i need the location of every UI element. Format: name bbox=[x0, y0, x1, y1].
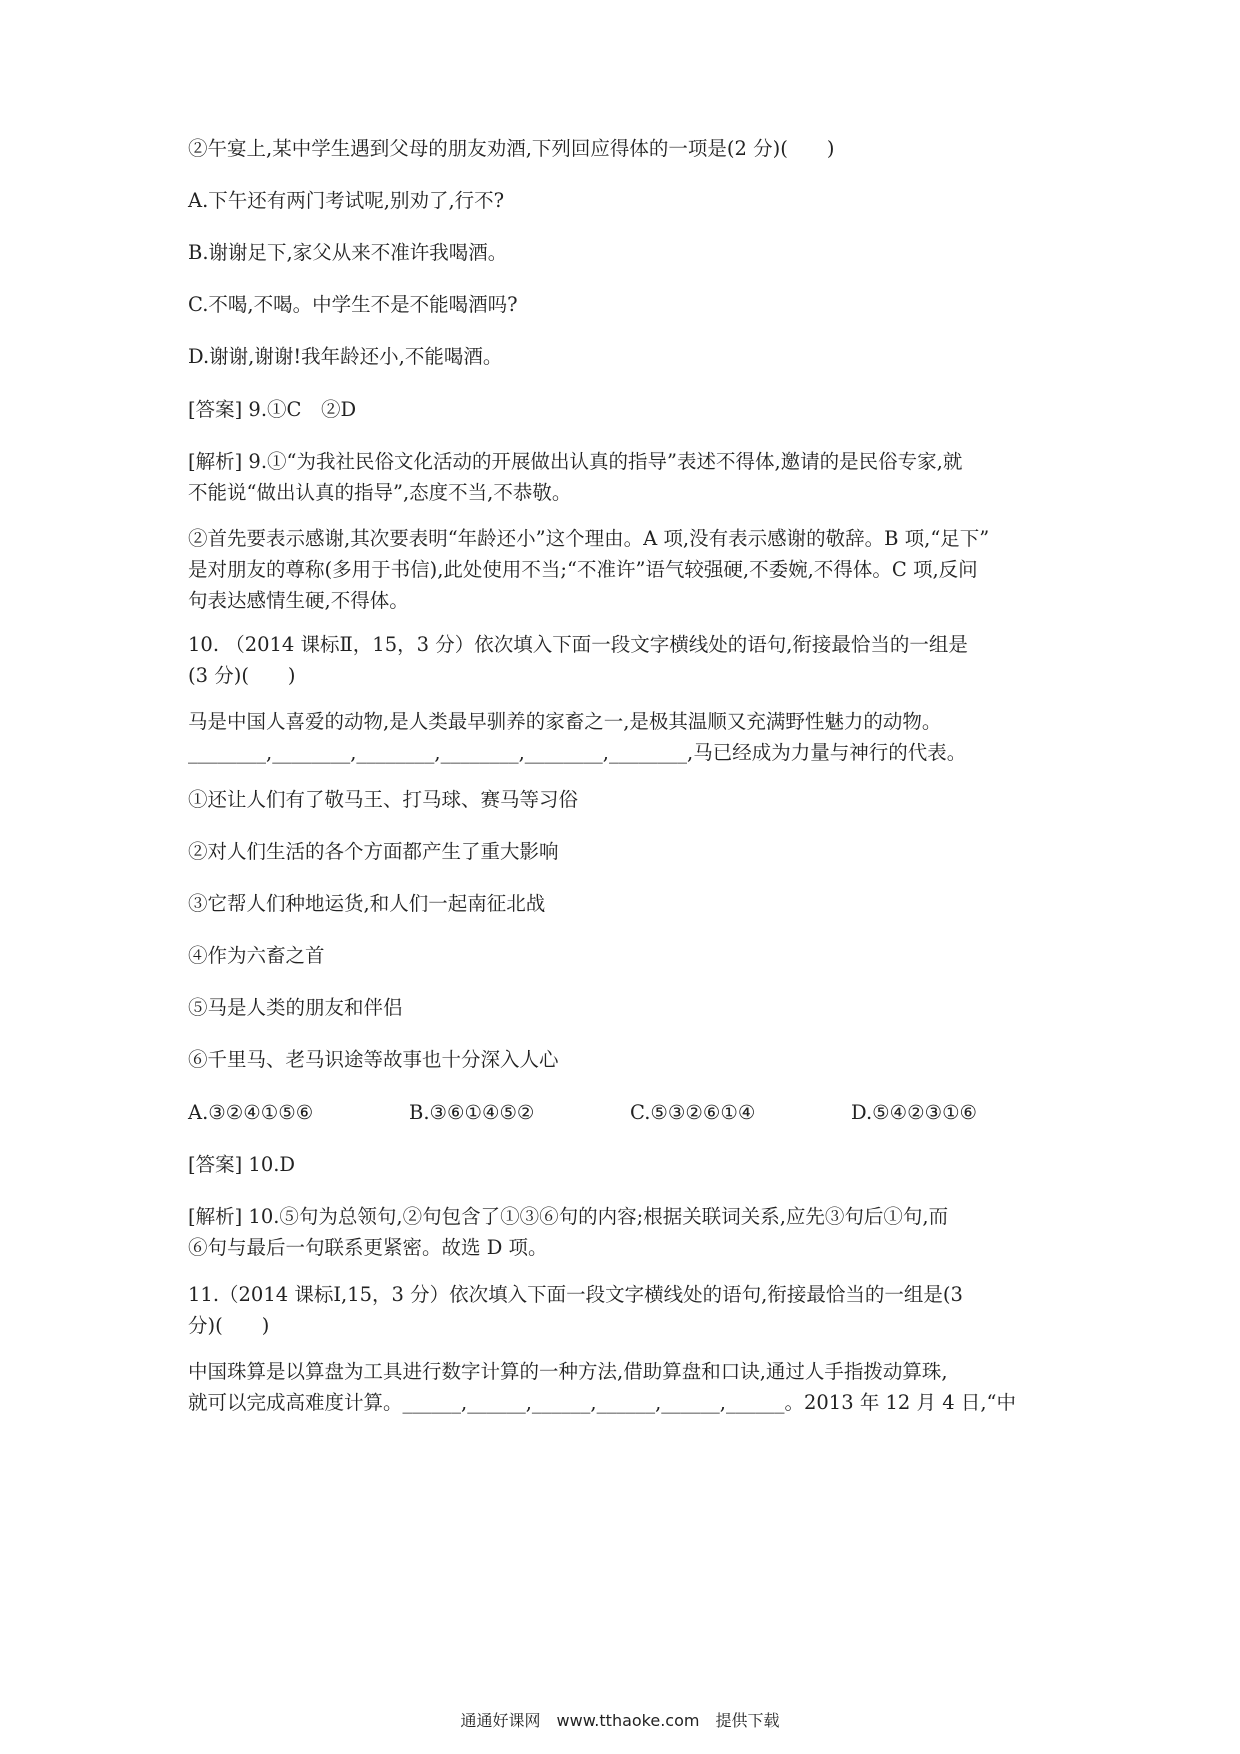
question-line: (3 分)( ) bbox=[188, 664, 296, 687]
explanation-line: 不能说“做出认真的指导”,态度不当,不恭敬。 bbox=[188, 481, 572, 504]
passage-line: 中国珠算是以算盘为工具进行数字计算的一种方法,借助算盘和口诀,通过人手指拨动算珠, bbox=[188, 1360, 948, 1383]
q10-sentence-6: ⑥千里马、老马识途等故事也十分深入人心 bbox=[188, 1048, 559, 1071]
answer-10: [答案] 10.D bbox=[188, 1153, 296, 1176]
q10-sentence-3: ③它帮人们种地运货,和人们一起南征北战 bbox=[188, 892, 546, 915]
question-line: 11.（2014 课标Ⅰ,15，3 分）依次填入下面一段文字横线处的语句,衔接最恰当的一组是(3 bbox=[188, 1283, 963, 1306]
explanation-line: 是对朋友的尊称(多用于书信),此处使用不当;“不准许”语气较强硬,不委婉,不得体。C 项,反问 bbox=[188, 558, 978, 581]
explanation-line: [解析] 9.①“为我社民俗文化活动的开展做出认真的指导”表述不得体,邀请的是民俗专家,就 bbox=[188, 450, 963, 473]
q9-option-c: C.不喝,不喝。中学生不是不能喝酒吗? bbox=[188, 293, 518, 316]
q11-stem bbox=[188, 1279, 1068, 1341]
q9-option-b: B.谢谢足下,家父从来不准许我喝酒。 bbox=[188, 241, 508, 264]
q10-option-c: C.⑤③②⑥①④ bbox=[630, 1101, 756, 1124]
q10-passage bbox=[188, 706, 1068, 768]
q11-passage bbox=[188, 1356, 1068, 1418]
q10-sentence-4: ④作为六畜之首 bbox=[188, 944, 325, 967]
page-footer: 通通好课网 www.tthaoke.com 提供下载 bbox=[460, 1711, 780, 1730]
q9-option-a: A.下午还有两门考试呢,别劝了,行不? bbox=[188, 189, 505, 212]
q10-option-a: A.③②④①⑤⑥ bbox=[188, 1101, 314, 1124]
explanation-9-part2 bbox=[188, 523, 1068, 616]
q10-sentence-5: ⑤马是人类的朋友和伴侣 bbox=[188, 996, 403, 1019]
q10-option-b: B.③⑥①④⑤② bbox=[409, 1101, 535, 1124]
explanation-line: [解析] 10.⑤句为总领句,②句包含了①③⑥句的内容;根据关联词关系,应先③句后①句,而 bbox=[188, 1205, 949, 1228]
q10-sentence-1: ①还让人们有了敬马王、打马球、赛马等习俗 bbox=[188, 788, 579, 811]
passage-line: ________,________,________,________,________,________,马已经成为力量与神行的代表。 bbox=[188, 741, 967, 764]
question-line: 10. （2014 课标Ⅱ，15，3 分）依次填入下面一段文字横线处的语句,衔接最恰当的一组是 bbox=[188, 633, 968, 656]
q9-option-d: D.谢谢,谢谢!我年龄还小,不能喝酒。 bbox=[188, 345, 503, 368]
explanation-10 bbox=[188, 1201, 1068, 1263]
explanation-line: ②首先要表示感谢,其次要表明“年龄还小”这个理由。A 项,没有表示感谢的敬辞。B 项,“足下” bbox=[188, 527, 990, 550]
q10-sentence-2: ②对人们生活的各个方面都产生了重大影响 bbox=[188, 840, 559, 863]
passage-line: 马是中国人喜爱的动物,是人类最早驯养的家畜之一,是极其温顺又充满野性魅力的动物。 bbox=[188, 710, 942, 733]
answer-9: [答案] 9.①C ②D bbox=[188, 398, 357, 421]
passage-line: 就可以完成高难度计算。______,______,______,______,______,______。2013 年 12 月 4 日,“中 bbox=[188, 1391, 1016, 1414]
q10-option-d: D.⑤④②③①⑥ bbox=[851, 1101, 978, 1124]
question-line: 分)( ) bbox=[188, 1314, 270, 1337]
explanation-line: ⑥句与最后一句联系更紧密。故选 D 项。 bbox=[188, 1236, 548, 1259]
q9-part2-stem: ②午宴上,某中学生遇到父母的朋友劝酒,下列回应得体的一项是(2 分)( ) bbox=[188, 137, 835, 160]
q10-stem bbox=[188, 629, 1068, 691]
explanation-9-part1 bbox=[188, 446, 1068, 508]
explanation-line: 句表达感情生硬,不得体。 bbox=[188, 589, 409, 612]
